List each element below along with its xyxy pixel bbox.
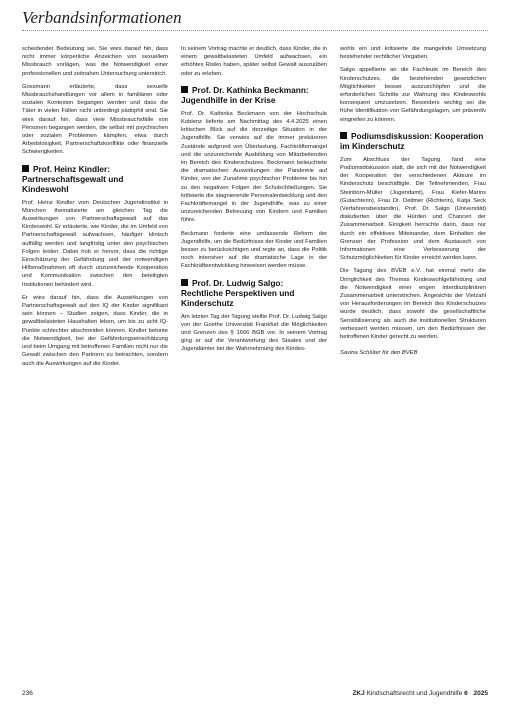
section-heading: [181, 278, 327, 308]
page-footer: [22, 688, 488, 700]
paragraph: Prof. Heinz Kindler vom Deutschen Jugendinstitut in München thematisierte am gleichen Tag die Auswirkungen von Partnerschaftsgewalt auf das Kindeswohl. Er erläuterte, wie Kinder, die im Umfeld von Partnerschaftsgewalt aufwachsen, häufiger klinisch auffällig werden und langfristig unter den psychischen Folgen leiden. Dabei hob er hervor, dass die richtige Einschätzung der Gefährdung und der notwendigen Hilfsmaßnahmen oft durch unzureichende Kooperation und Kommunikation zwischen den beteiligten Institutionen behindert wird.: [22, 199, 168, 288]
section-title: Verbandsinformationen: [22, 8, 182, 27]
square-bullet-icon: [181, 279, 188, 286]
paragraph: Beckmann forderte eine umfassende Reform der Jugendhilfe, um die Bedürfnisse der Kinder und Familien besser zu berücksichtigen und regte an, dass die Politik noch intensiver auf die dramatische Lage in der Fachkräfteentwicklung hinweisen werden müsse.: [181, 230, 327, 270]
paragraph: Prof. Dr. Kathinka Beckmann von der Hochschule Koblenz lieferte am Nachmittag des 4.4.2025 einen kritischen Blick auf die derzeitige Situation in der Jugendhilfe. Sie verwies auf die immer prekäreren Zustände aufgrund von Überlastung, Fachkräftemangel und die unzureichende Ausbildung von Mitarbeitenden im Bereich des Kinderschutzes. Beckmann beleuchtete die dramatischen Auswirkungen der Pandemie auf Kinder, von der Zunahme psychischer Probleme bis hin zu den negativen Folgen der Schulschließungen. Sie kritisierte die stagnierende Personalentwicklung und den Fachkräftemangel in der Jugendhilfe, was zu einer unzureichenden Betreuung von Kindern und Familien führe.: [181, 110, 327, 224]
paragraph: Er wies darauf hin, dass die Auswirkungen von Partnerschaftsgewalt auf den IQ der Kinder signifikant sein können – Studien zeigen, dass Kinder, die in gewaltbelasteten Haushalten leben, um bis zu acht IQ-Punkte schlechter abschneiden können. Kindler betonte die Notwendigkeit, bei der Gefährdungseinschätzung und beim Umgang mit betroffenen Familien nicht nur die Gewalt zwischen den Partnern zu betrachten, sondern auch die Auswirkungen auf die Kinder.: [22, 294, 168, 367]
section-heading-text: Prof. Dr. Ludwig Salgo: Rechtliche Perspektiven und Kinderschutz: [181, 277, 295, 308]
column-3: [340, 45, 486, 363]
issue-year: 2025: [473, 690, 488, 697]
column-1: [22, 45, 168, 373]
paragraph: Gossmann erläuterte, dass sexuelle Missbrauchshandlungen vor allem in familiären oder sozialen Kontexten begangen werden und dass die Täter in vielen Fällen nicht unbedingt pädophil sind. Sie wies darauf hin, dass viele Missbrauchsfälle von Personen begangen werden, die selbst mit psychischen oder sozialen Problemen kämpfen, etwa durch Arbeitslosigkeit, Partnerschaftskonflikte oder finanzielle Schwierigkeiten.: [22, 83, 168, 156]
paragraph: Die Tagung des BVEB e.V. hat einmal mehr die Dringlichkeit des Themas Kindeswohlgefährdung und die Notwendigkeit einer engen interdisziplinären Zusammenarbeit unterstrichen. Angesichts der Vielzahl von Herausforderungen im Bereich des Kinderschutzes wurde deutlich, dass sowohl die gesellschaftliche Sensibilisierung als auch die institutionellen Strukturen verbessert werden müssen, um den Bedürfnissen der betroffenen Kinder gerecht zu werden.: [340, 268, 486, 341]
paragraph: scheidender Bedeutung sei. Sie wies darauf hin, dass nicht immer körperliche Anzeichen von sexuellem Missbrauch vorlägen, was die Notwendigkeit einer professionellen und zeitnahen Untersuchung unterstrich.: [22, 46, 168, 77]
issue-year-separator: ·: [469, 690, 472, 697]
paragraph: Zum Abschluss der Tagung fand eine Podiumsdiskussion statt, die sich mit der Notwendigkeit der Kooperation der verschiedenen Akteure im Kinderschutz beschäftigte. Die Teilnehmenden, Frau Steinborn-Müller (Jugendamt), Frau Kiefer-Marins (Gutachterin), Frau Dr. Deltmer (Richterin), Katja Seck (Verfahrensbeistandin), Prof. Dr. Salgo (Universität) diskutierten über die Hürden und Chancen der Zusammenarbeit. Einigkeit herrschte darin, dass nur durch ein effektives Miteinander, dem Einhalten der Grenzen der Profession und dem Austausch von Informationen eine Verbesserung der Schutzmöglichkeiten für Kinder erreicht werden kann.: [340, 156, 486, 262]
section-heading: [340, 131, 486, 151]
square-bullet-icon: [22, 165, 29, 172]
article-columns: [22, 45, 488, 665]
square-bullet-icon: [340, 132, 347, 139]
author-signature: Savina Schlüter für den BVEB: [340, 350, 418, 357]
section-heading: [22, 164, 168, 194]
square-bullet-icon: [181, 86, 188, 93]
section-heading: [181, 85, 327, 105]
page-number: 236: [22, 690, 33, 697]
journal-info: [352, 688, 488, 700]
paragraph: Salgo appellierte an die Fachleute im Bereich des Kinderschutzes, die bestehenden gesetzlichen Möglichkeiten besser auszuschöpfen und die erforderlichen Schritte zur Wahrung des Kindeswohls konsequent umzusetzen. Besonders wichtig sei die frühe Identifikation von Gefährdungslagen, um präventiv eingreifen zu können.: [340, 67, 486, 123]
paragraph: In seinem Vortrag machte er deutlich, dass Kinder, die in einem gewaltbelasteten Umfeld aufwachsen, ein erhöhtes Risiko haben, später selbst Gewalt auszuüben oder zu erleben.: [181, 46, 327, 77]
journal-name: Kindschaftsrecht und Jugendhilfe: [366, 690, 463, 697]
section-heading-text: Podiumsdiskussion: Kooperation im Kinderschutz: [340, 130, 484, 151]
section-heading-text: Prof. Dr. Kathinka Beckmann: Jugendhilfe in der Krise: [181, 84, 309, 105]
journal-abbreviation: ZKJ: [352, 690, 365, 697]
issue-number: 6: [464, 690, 468, 697]
section-heading-text: Prof. Heinz Kindler: Partnerschaftsgewalt und Kindeswohl: [22, 163, 124, 194]
column-2: [181, 45, 327, 359]
page-header: [22, 8, 488, 31]
paragraph: wohls ein und kritisierte die mangelnde Umsetzung bestehender rechtlicher Vorgaben.: [340, 46, 486, 61]
paragraph: Am letzten Tag der Tagung stellte Prof. Dr. Ludwig Salgo von der Goethe Universität Frankfurt die Möglichkeiten und Grenzen des § 1666 BGB vor. In seinem Vortrag ging er auf die Verantwortung des Staates und der Jugendämter bei der Wahrnehmung des Kindes-: [181, 313, 327, 353]
